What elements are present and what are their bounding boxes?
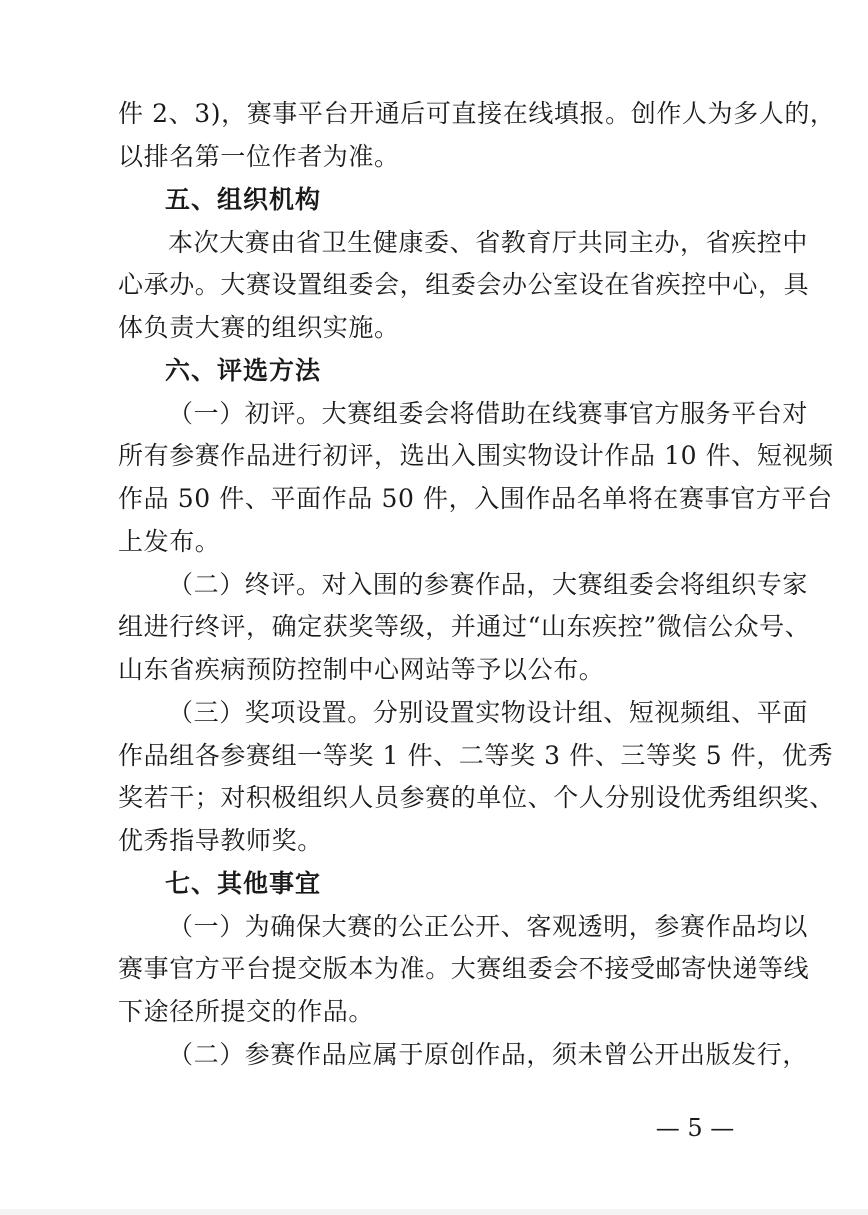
paragraph-first-line: （一）初评。大赛组委会将借助在线赛事官方服务平台对 [168,399,809,428]
section-heading-evaluation: 六、评选方法 [165,356,322,385]
body-line: 以排名第一位作者为准。 [118,142,400,171]
body-line: 体负责大赛的组织实施。 [118,313,400,342]
section-heading-organization: 五、组织机构 [165,185,322,214]
body-line: 作品 50 件、平面作品 50 件，入围作品名单将在赛事官方平台 [118,484,833,513]
body-line: 心承办。大赛设置组委会，组委会办公室设在省疾控中心，具 [118,270,810,299]
body-line: 赛事官方平台提交版本为准。大赛组委会不接受邮寄快递等线 [118,954,810,983]
page-number: — 5 — [655,1114,735,1142]
body-line: 山东省疾病预防控制中心网站等予以公布。 [118,655,605,684]
body-line: 组进行终评，确定获奖等级，并通过“山东疾控”微信公众号、 [118,612,811,641]
paragraph-first-line: （三）奖项设置。分别设置实物设计组、短视频组、平面 [168,698,809,727]
body-line: 下途径所提交的作品。 [118,997,375,1026]
section-heading-other-matters: 七、其他事宜 [165,869,322,898]
body-line: 作品组各参赛组一等奖 1 件、二等奖 3 件、三等奖 5 件，优秀 [118,741,834,770]
paragraph-first-line: （二）参赛作品应属于原创作品，须未曾公开出版发行， [168,1040,809,1069]
page-bottom-edge [0,1209,868,1215]
paragraph-first-line: （二）终评。对入围的参赛作品，大赛组委会将组织专家 [168,570,809,599]
paragraph-first-line: 本次大赛由省卫生健康委、省教育厅共同主办，省疾控中 [168,228,809,257]
body-line: 上发布。 [118,527,221,556]
body-line: 奖若干；对积极组织人员参赛的单位、个人分别设优秀组织奖、 [118,783,835,812]
body-line: 件 2、3)，赛事平台开通后可直接在线填报。创作人为多人的， [118,99,836,128]
paragraph-first-line: （一）为确保大赛的公正公开、客观透明，参赛作品均以 [168,912,809,941]
body-line: 所有参赛作品进行初评，选出入围实物设计作品 10 件、短视频 [118,441,834,470]
body-line: 优秀指导教师奖。 [118,826,323,855]
